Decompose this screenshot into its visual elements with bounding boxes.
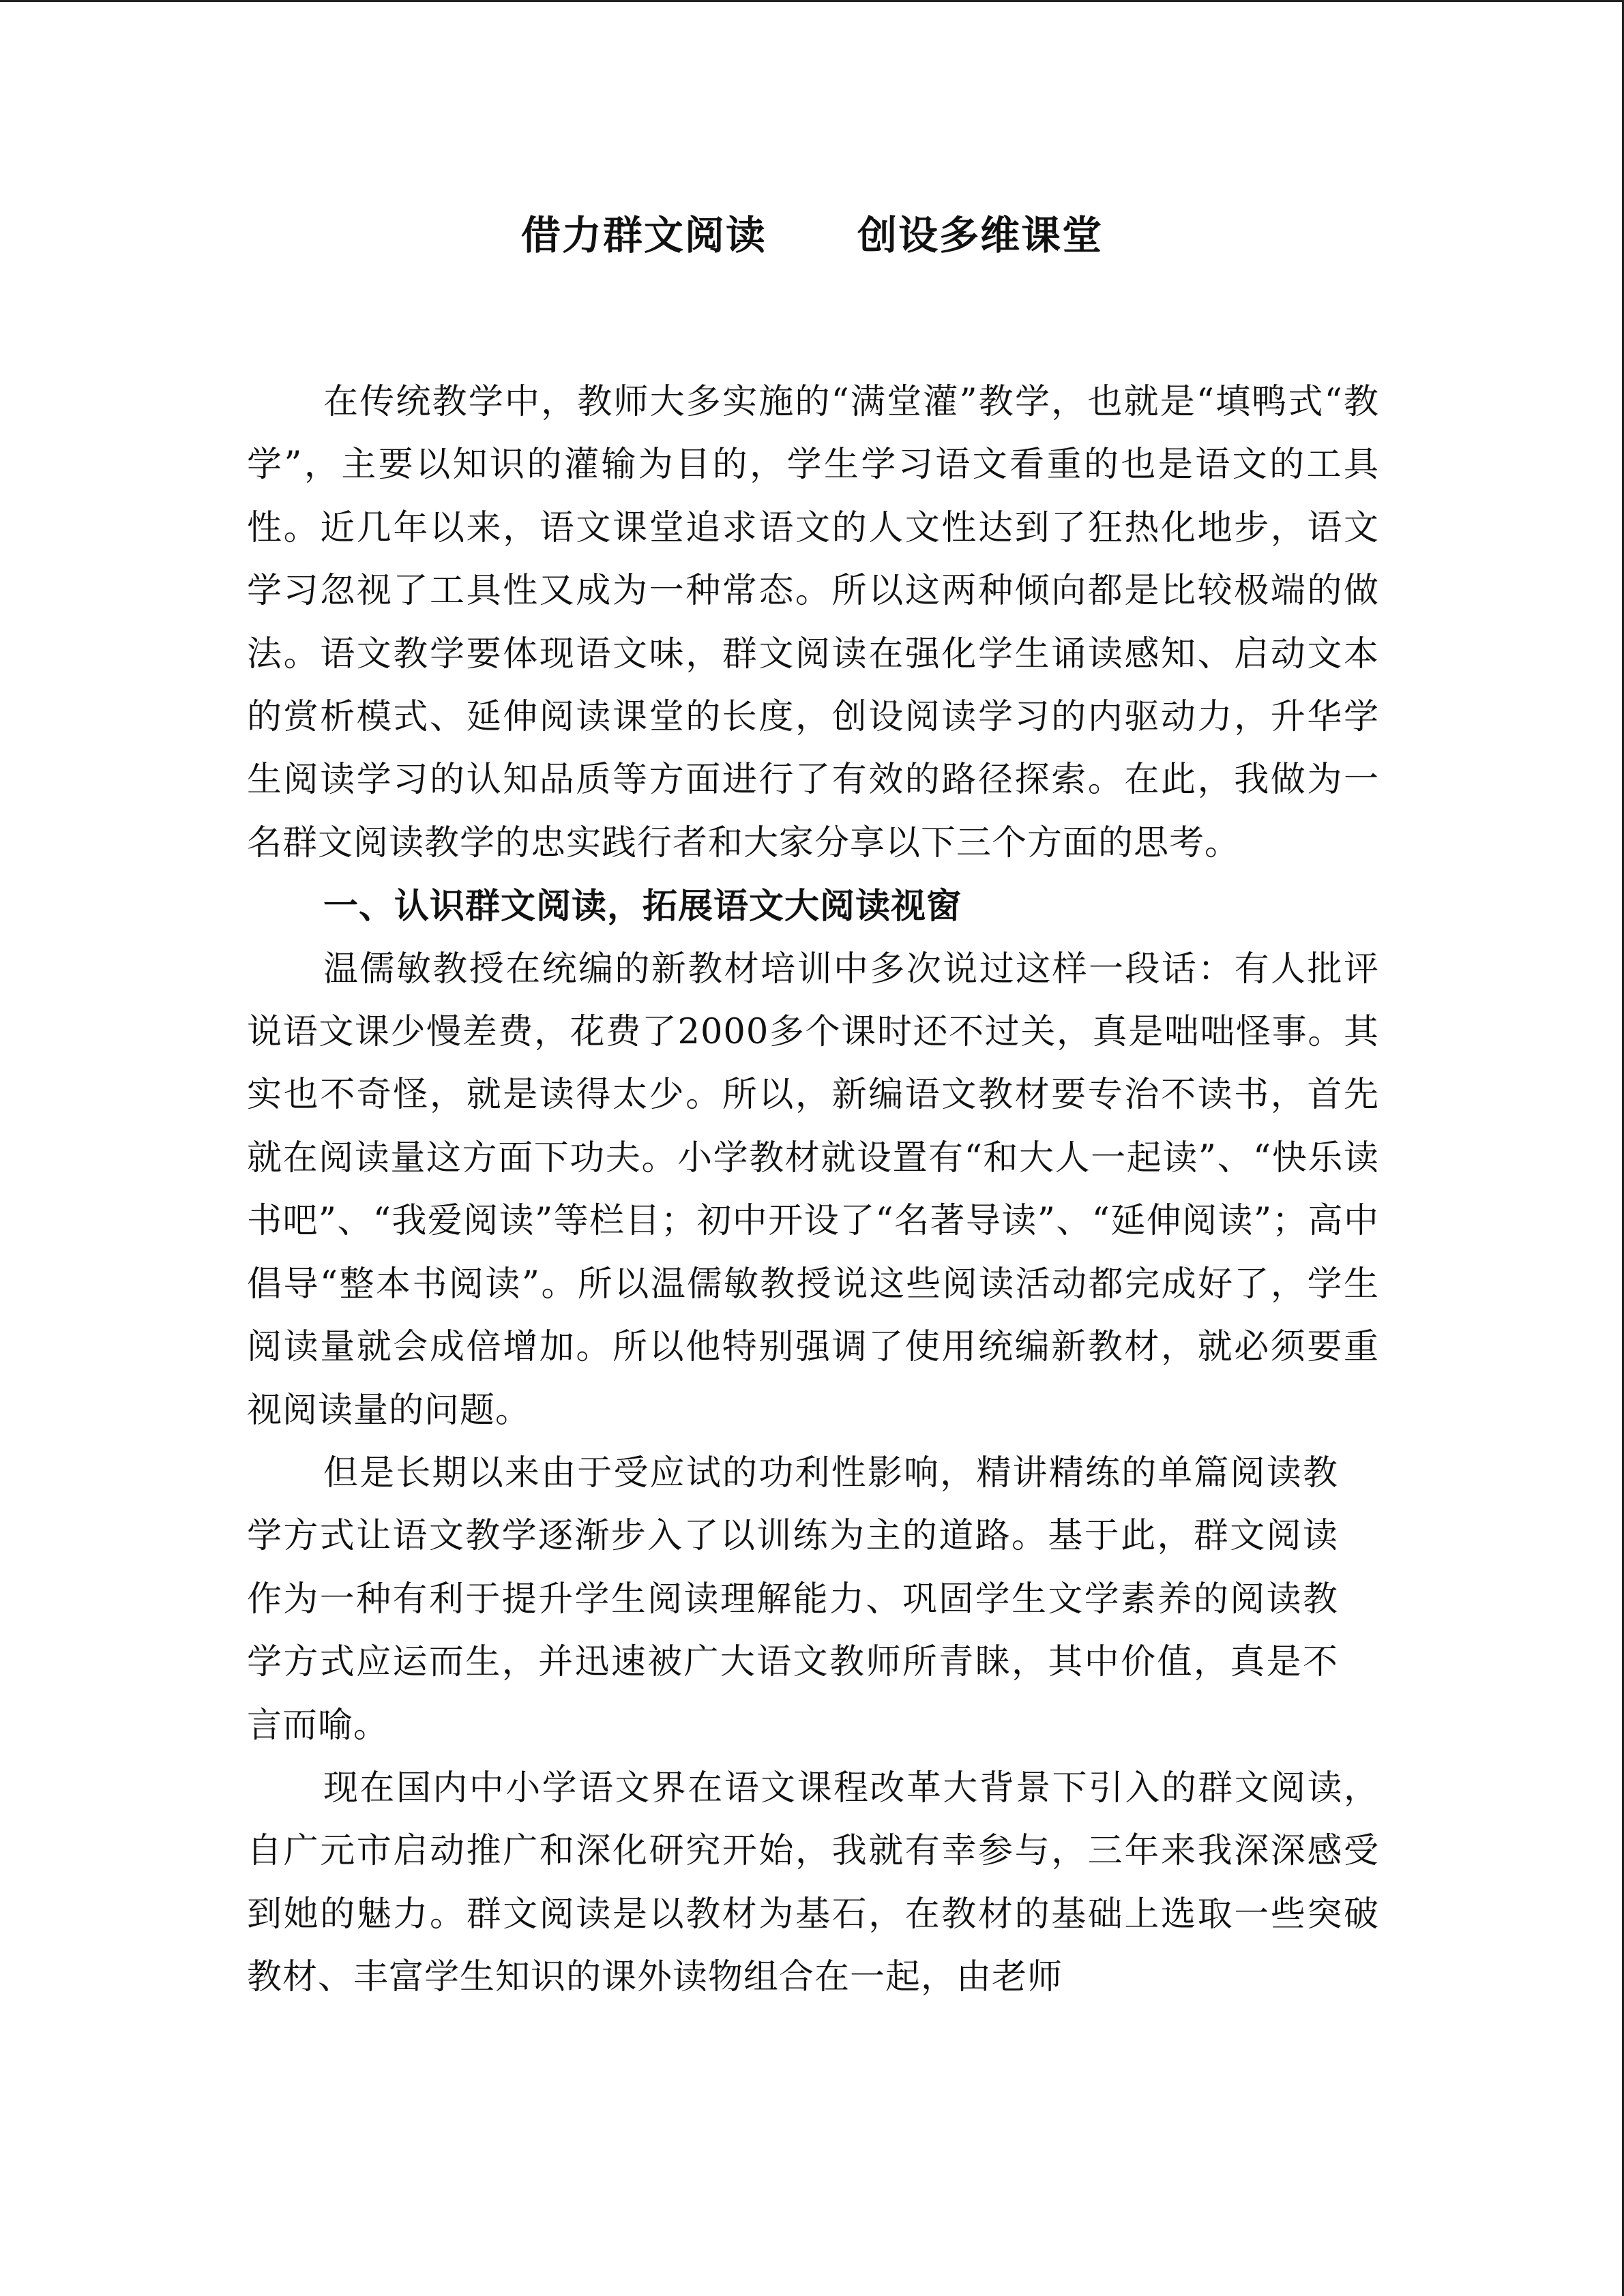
section-heading-1: 一、认识群文阅读，拓展语文大阅读视窗 xyxy=(323,886,962,927)
page-border-top xyxy=(0,0,1624,2)
section-1-paragraph-3: 现在国内中小学语文界在语文课程改革大背景下引入的群文阅读，自广元市启动推广和深化研究开始，我就有幸参与，三年来我深深感受到她的魅力。群文阅读是以教材为基石，在教材的基础上选取一些突破教材、丰富学生知识的课外读物组合在一起，由老师 xyxy=(247,1768,1379,1998)
document-body xyxy=(247,371,1379,2010)
section-1-paragraph-2: 但是长期以来由于受应试的功利性影响，精讲精练的单篇阅读教学方式让语文教学逐渐步入了以训练为主的道路。基于此，群文阅读作为一种有利于提升学生阅读理解能力、巩固学生文学素养的阅读教学方式应运而生，并迅速被广大语文教师所青睐，其中价值，真是不言而喻。 xyxy=(247,1452,1338,1746)
intro-paragraph: 在传统教学中，教师大多实施的“满堂灌”教学，也就是“填鸭式“教学”，主要以知识的灌输为目的，学生学习语文看重的也是语文的工具性。近几年以来，语文课堂追求语文的人文性达到了狂热化地步，语文学习忽视了工具性又成为一种常态。所以这两种倾向都是比较极端的做法。语文教学要体现语文味，群文阅读在强化学生诵读感知、启动文本的赏析模式、延伸阅读课堂的长度，创设阅读学习的内驱动力，升华学生阅读学习的认知品质等方面进行了有效的路径探索。在此，我做为一名群文阅读教学的忠实践行者和大家分享以下三个方面的思考。 xyxy=(247,382,1379,863)
document-title: 借力群文阅读 创设多维课堂 xyxy=(520,212,1104,258)
section-1-paragraph-1: 温儒敏教授在统编的新教材培训中多次说过这样一段话：有人批评说语文课少慢差费，花费了2000多个课时还不过关，真是咄咄怪事。其实也不奇怪，就是读得太少。所以，新编语文教材要专治不读书，首先就在阅读量这方面下功夫。小学教材就设置有“和大人一起读”、“快乐读书吧”、“我爱阅读”等栏目；初中开设了“名著导读”、“延伸阅读”；高中倡导“整本书阅读”。所以温儒敏教授说这些阅读活动都完成好了，学生阅读量就会成倍增加。所以他特别强调了使用统编新教材，就必须要重视阅读量的问题。 xyxy=(247,949,1379,1431)
